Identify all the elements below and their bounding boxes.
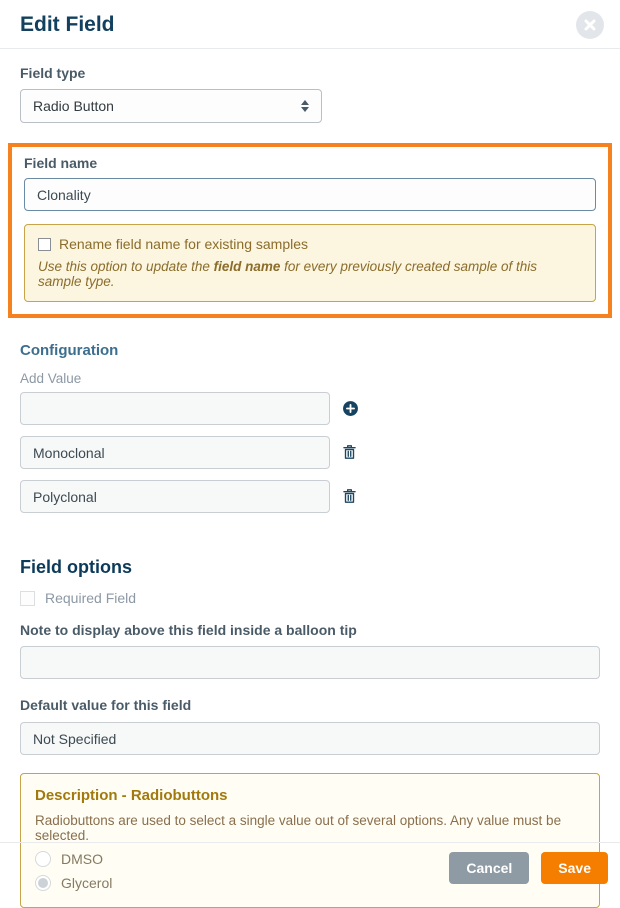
field-type-label: Field type	[20, 65, 86, 81]
field-type-select[interactable]	[20, 89, 322, 123]
rename-note-bold: field name	[213, 259, 281, 274]
field-options-heading: Field options	[20, 557, 132, 577]
modal-body	[0, 65, 620, 908]
select-updown-icon	[301, 100, 309, 112]
rename-checkbox-label: Rename field name for existing samples	[59, 236, 309, 252]
rename-note-suffix: for every previously created sample of this sample type.	[38, 259, 538, 289]
description-heading: Description - Radiobuttons	[35, 787, 228, 804]
radio-glycerol-label: Glycerol	[61, 875, 113, 891]
balloon-note-input[interactable]	[20, 646, 600, 679]
close-icon	[584, 19, 596, 31]
field-type-selected-value: Radio Button	[33, 98, 114, 114]
field-name-label: Field name	[24, 155, 98, 171]
required-field-label: Required Field	[45, 590, 137, 606]
default-value-input[interactable]	[20, 722, 600, 755]
field-name-highlight-box	[8, 143, 612, 318]
value-input-monoclonal[interactable]	[20, 436, 330, 469]
rename-note-prefix: Use this option to update the	[38, 259, 214, 274]
add-value-button[interactable]	[342, 400, 359, 417]
plus-circle-icon	[342, 400, 359, 417]
cancel-button[interactable]: Cancel	[449, 852, 529, 884]
value-input-polyclonal[interactable]	[20, 480, 330, 513]
delete-value-button[interactable]	[342, 488, 357, 504]
value-row	[20, 436, 600, 469]
value-row	[20, 480, 600, 513]
configuration-heading: Configuration	[20, 342, 119, 359]
close-button[interactable]	[576, 11, 604, 39]
modal-footer	[0, 842, 620, 898]
delete-value-button[interactable]	[342, 444, 357, 460]
save-button[interactable]: Save	[541, 852, 608, 884]
rename-notice-box	[24, 224, 596, 302]
description-body: Radiobuttons are used to select a single value out of several options. Any value must be selected.	[35, 813, 562, 843]
balloon-note-label: Note to display above this field inside a balloon tip	[20, 622, 357, 638]
add-value-label: Add Value	[20, 371, 82, 386]
required-field-row	[20, 590, 600, 606]
rename-note	[38, 259, 582, 289]
field-name-input[interactable]	[24, 178, 596, 211]
trash-icon	[342, 488, 357, 504]
required-field-checkbox[interactable]	[20, 591, 35, 606]
trash-icon	[342, 444, 357, 460]
radio-dmso-label: DMSO	[61, 851, 103, 867]
modal-header	[0, 0, 620, 49]
rename-checkbox[interactable]	[38, 238, 51, 251]
add-value-input[interactable]	[20, 392, 330, 425]
page-title: Edit Field	[20, 13, 115, 36]
add-value-row	[20, 392, 600, 425]
default-value-label: Default value for this field	[20, 697, 192, 713]
